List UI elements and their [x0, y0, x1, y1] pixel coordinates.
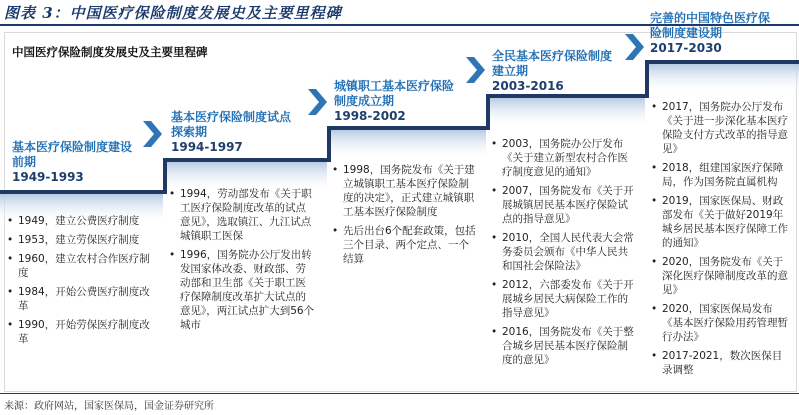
list-item: • 2016，国务院发布《关于整合城乡居民基本医疗保险制度的意见》	[490, 325, 637, 367]
figure-title: 图表 3：中国医疗保险制度发展史及主要里程碑	[4, 4, 342, 22]
stage-title-line: 前期	[12, 155, 37, 169]
stage-years: 2003-2016	[492, 79, 564, 93]
stage-4-events	[490, 137, 637, 372]
list-item: • 2017，国务院办公厅发布《关于进一步深化基本医疗保险支付方式改革的指导意见》	[650, 100, 792, 156]
list-item: • 1996，国务院办公厅发出转发国家体改委、财政部、劳动部和卫生部《关于职工医疗保障制度改革扩大试点的意见》，两江试点扩大到56个城市	[168, 248, 316, 332]
stage-title-line: 险制度建设期	[650, 26, 723, 40]
stage-years: 2017-2030	[650, 41, 722, 55]
stage-years: 1949-1993	[12, 170, 84, 184]
source-note: 来源：政府网站，国家医保局，国金证券研究所	[4, 401, 214, 412]
stage-3-heading	[334, 79, 454, 124]
stage-title-line: 探索期	[171, 125, 208, 139]
stage-2-events	[168, 187, 316, 337]
stage-title-line: 建立期	[492, 64, 529, 78]
list-item: • 2020，国务院发布《关于深化医疗保障制度改革的意见》	[650, 255, 792, 297]
step-shade-4	[490, 98, 645, 128]
list-item: • 1960，建立农村合作医疗制度	[6, 252, 152, 280]
bottom-rule	[0, 393, 799, 394]
arrow-icon	[466, 57, 485, 83]
arrow-icon	[143, 121, 162, 147]
stage-5-events	[650, 100, 792, 382]
list-item: • 1998，国务院发布《关于建立城镇职工基本医疗保险制度的决定》，正式建立城镇职工基本医疗保险制度	[331, 163, 478, 219]
list-item: • 2010，全国人民代表大会常务委员会颁布《中华人民共和国社会保险法》	[490, 231, 637, 273]
chart-title: 中国医疗保险制度发展史及主要里程碑	[12, 45, 208, 59]
stage-years: 1994-1997	[171, 140, 243, 154]
list-item: • 1994，劳动部发布《关于职工医疗保险制度改革的试点意见》，选取镇江、九江试点城镇职工医保	[168, 187, 316, 243]
list-item: • 1984，开始公费医疗制度改革	[6, 285, 152, 313]
stage-2-heading	[171, 110, 291, 155]
step-shade-3	[331, 130, 486, 160]
list-item: • 2020，国家医保局发布《基本医疗保险用药管理暂行办法》	[650, 302, 792, 344]
list-item: • 2007，国务院发布《关于开展城镇居民基本医疗保险试点的指导意见》	[490, 184, 637, 226]
step-shade-5	[649, 64, 799, 94]
list-item: • 先后出台6个配套政策，包括三个目录、两个定点、一个结算	[331, 224, 478, 266]
list-item: • 1949，建立公费医疗制度	[6, 214, 152, 228]
stage-1-heading	[12, 140, 132, 185]
list-item: • 1990，开始劳保医疗制度改革	[6, 318, 152, 346]
stage-title-line: 完善的中国特色医疗保	[650, 11, 771, 25]
list-item: • 2003，国务院办公厅发布《关于建立新型农村合作医疗制度意见的通知》	[490, 137, 637, 179]
stage-3-events	[331, 163, 478, 271]
stage-years: 1998-2002	[334, 109, 406, 123]
list-item: • 2018，组建国家医疗保障局，作为国务院直属机构	[650, 161, 792, 189]
arrow-icon	[625, 34, 644, 60]
stage-title-line: 制度成立期	[334, 94, 395, 108]
stage-4-heading	[492, 49, 612, 94]
list-item: • 1953，建立劳保医疗制度	[6, 233, 152, 247]
arrow-icon	[308, 89, 327, 115]
stage-5-heading	[650, 11, 770, 56]
stage-title-line: 基本医疗保险制度试点	[171, 110, 292, 124]
stage-1-events	[6, 214, 152, 351]
list-item: • 2017-2021，数次医保目录调整	[650, 349, 792, 377]
stage-title-line: 基本医疗保险制度建设	[12, 140, 133, 154]
list-item: • 2019，国家医保局、财政部发布《关于做好2019年城乡居民基本医疗保障工作的通知》	[650, 194, 792, 250]
stage-title-line: 城镇职工基本医疗保险	[334, 79, 455, 93]
list-item: • 2012，六部委发布《关于开展城乡居民大病保险工作的指导意见》	[490, 278, 637, 320]
stage-title-line: 全民基本医疗保险制度	[492, 49, 613, 63]
